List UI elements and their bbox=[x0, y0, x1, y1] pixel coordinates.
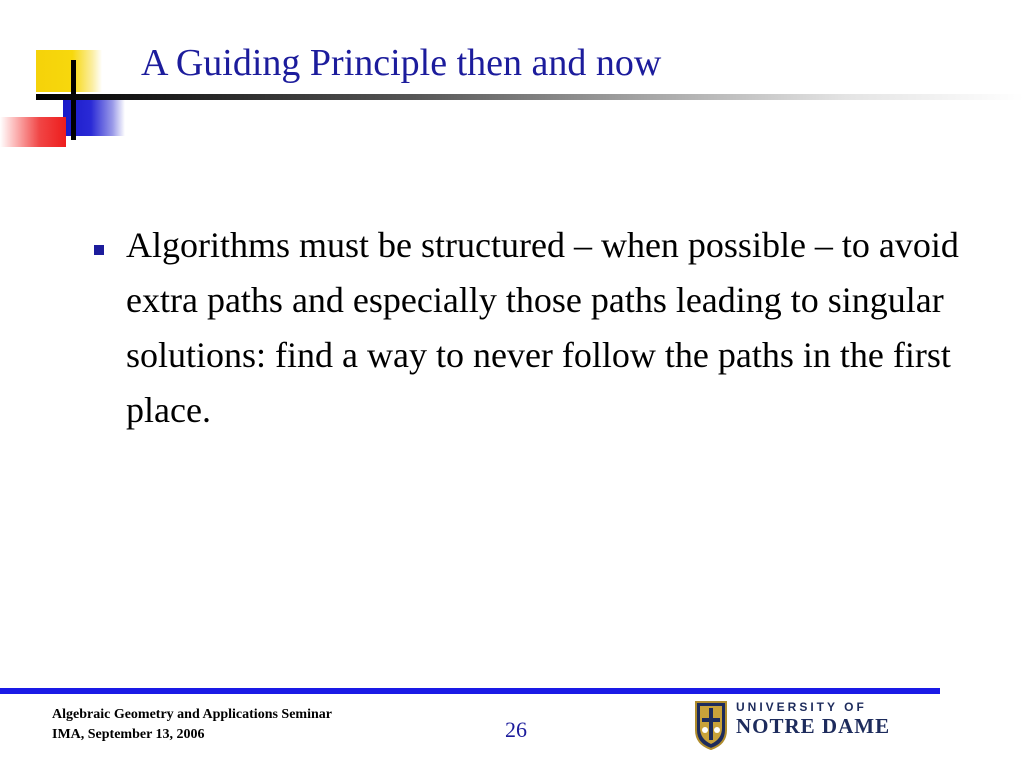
slide-number: 26 bbox=[505, 717, 527, 742]
logo-line-university-of: UNIVERSITY OF bbox=[736, 700, 867, 714]
footer-venue-date: IMA, September 13, 2006 bbox=[52, 727, 205, 742]
decorative-red-block bbox=[0, 117, 66, 147]
title-rule bbox=[36, 94, 1024, 100]
footer-seminar: Algebraic Geometry and Applications Seminar bbox=[52, 707, 332, 722]
university-seal-icon bbox=[694, 700, 728, 750]
logo-line-notre-dame: NOTRE DAME bbox=[736, 714, 891, 738]
square-bullet-icon bbox=[94, 245, 104, 255]
bullet-list bbox=[88, 218, 968, 438]
slide-title: A Guiding Principle then and now bbox=[141, 42, 662, 84]
decorative-vertical-line bbox=[71, 60, 76, 140]
footer-rule bbox=[0, 688, 940, 694]
decorative-yellow-block bbox=[36, 50, 102, 92]
bullet-item bbox=[88, 218, 968, 438]
footer-info bbox=[52, 705, 332, 745]
notre-dame-logo bbox=[694, 700, 891, 752]
bullet-text: Algorithms must be structured – when possible – to avoid extra paths and especially those paths leading to singular solutions: find a way to never follow the paths in the first place. bbox=[126, 225, 959, 430]
